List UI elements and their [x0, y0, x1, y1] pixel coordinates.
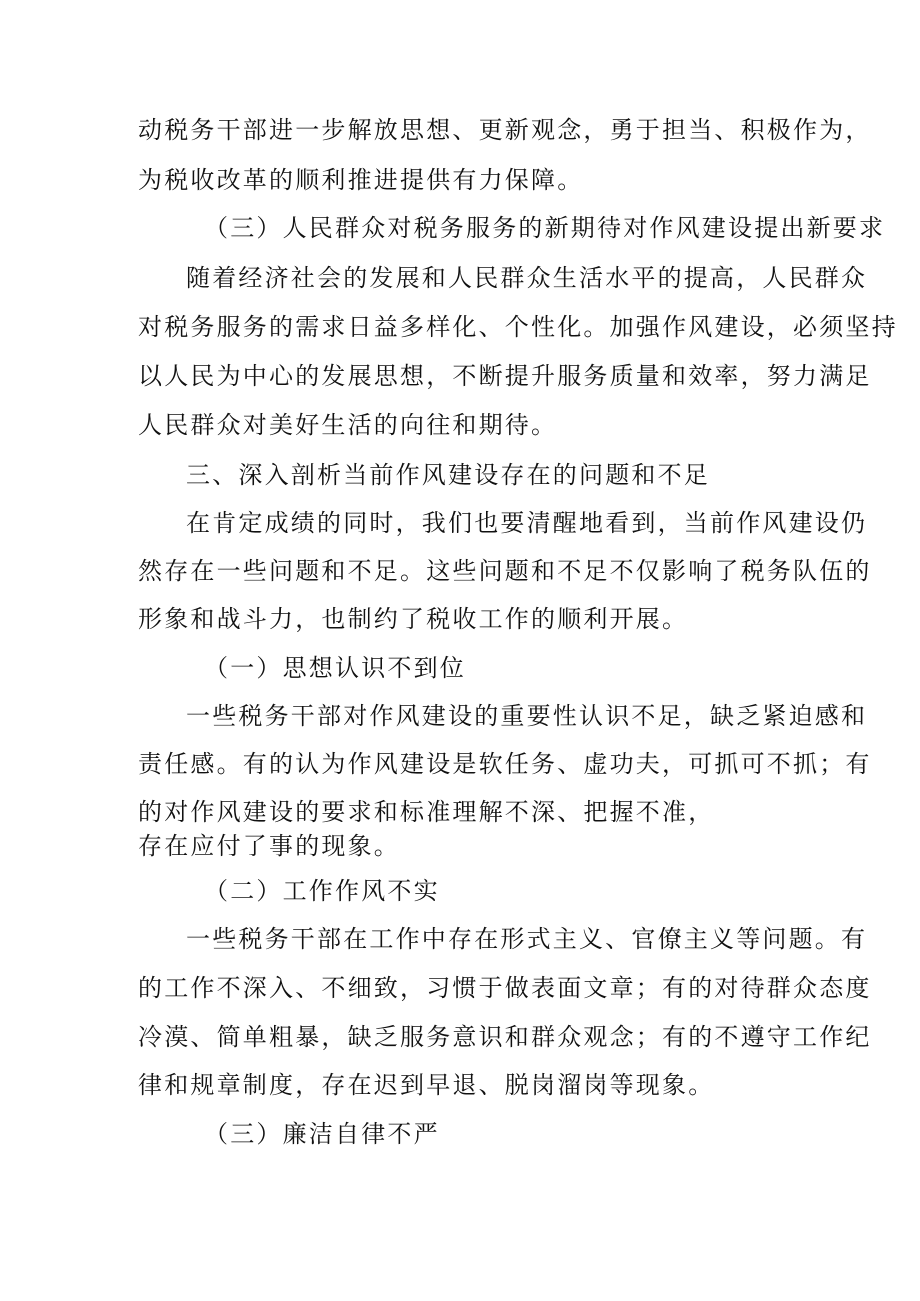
paragraph-line: 以人民为中心的发展思想，不断提升服务质量和效率，努力满足: [138, 362, 872, 390]
section-subheading: （二）工作作风不实: [204, 877, 440, 905]
section-heading: 三、深入剖析当前作风建设存在的问题和不足: [186, 461, 710, 489]
paragraph-line: 对税务服务的需求日益多样化、个性化。加强作风建设，必须坚持: [138, 313, 898, 341]
paragraph-line: 在肯定成绩的同时，我们也要清醒地看到，当前作风建设仍: [186, 509, 868, 537]
paragraph-line: 存在应付了事的现象。: [138, 832, 400, 860]
paragraph-line: 一些税务干部对作风建设的重要性认识不足，缺乏紧迫感和: [186, 702, 868, 730]
paragraph-line: 的工作不深入、不细致，习惯于做表面文章；有的对待群众态度: [138, 974, 872, 1002]
section-subheading: （三）人民群众对税务服务的新期待对作风建设提出新要求: [204, 214, 886, 242]
paragraph-line: 动税务干部进一步解放思想、更新观念，勇于担当、积极作为，: [138, 116, 872, 144]
paragraph-line: 然存在一些问题和不足。这些问题和不足不仅影响了税务队伍的: [138, 557, 872, 585]
paragraph-line: 冷漠、简单粗暴，缺乏服务意识和群众观念；有的不遵守工作纪: [138, 1023, 872, 1051]
paragraph-line: 一些税务干部在工作中存在形式主义、官僚主义等问题。有: [186, 925, 868, 953]
paragraph-line: 人民群众对美好生活的向往和期待。: [138, 411, 558, 439]
paragraph-line: 为税收改革的顺利推进提供有力保障。: [138, 166, 584, 194]
paragraph-line: 责任感。有的认为作风建设是软任务、虚功夫，可抓可不抓；有: [138, 750, 872, 778]
paragraph-line: 形象和战斗力，也制约了税收工作的顺利开展。: [138, 605, 689, 633]
paragraph-line: 律和规章制度，存在迟到早退、脱岗溜岗等现象。: [138, 1071, 715, 1099]
section-subheading: （三）廉洁自律不严: [204, 1120, 440, 1148]
paragraph-line: 的对作风建设的要求和标准理解不深、把握不准，: [138, 798, 715, 826]
section-subheading: （一）思想认识不到位: [204, 654, 466, 682]
paragraph-line: 随着经济社会的发展和人民群众生活水平的提高，人民群众: [186, 264, 868, 292]
